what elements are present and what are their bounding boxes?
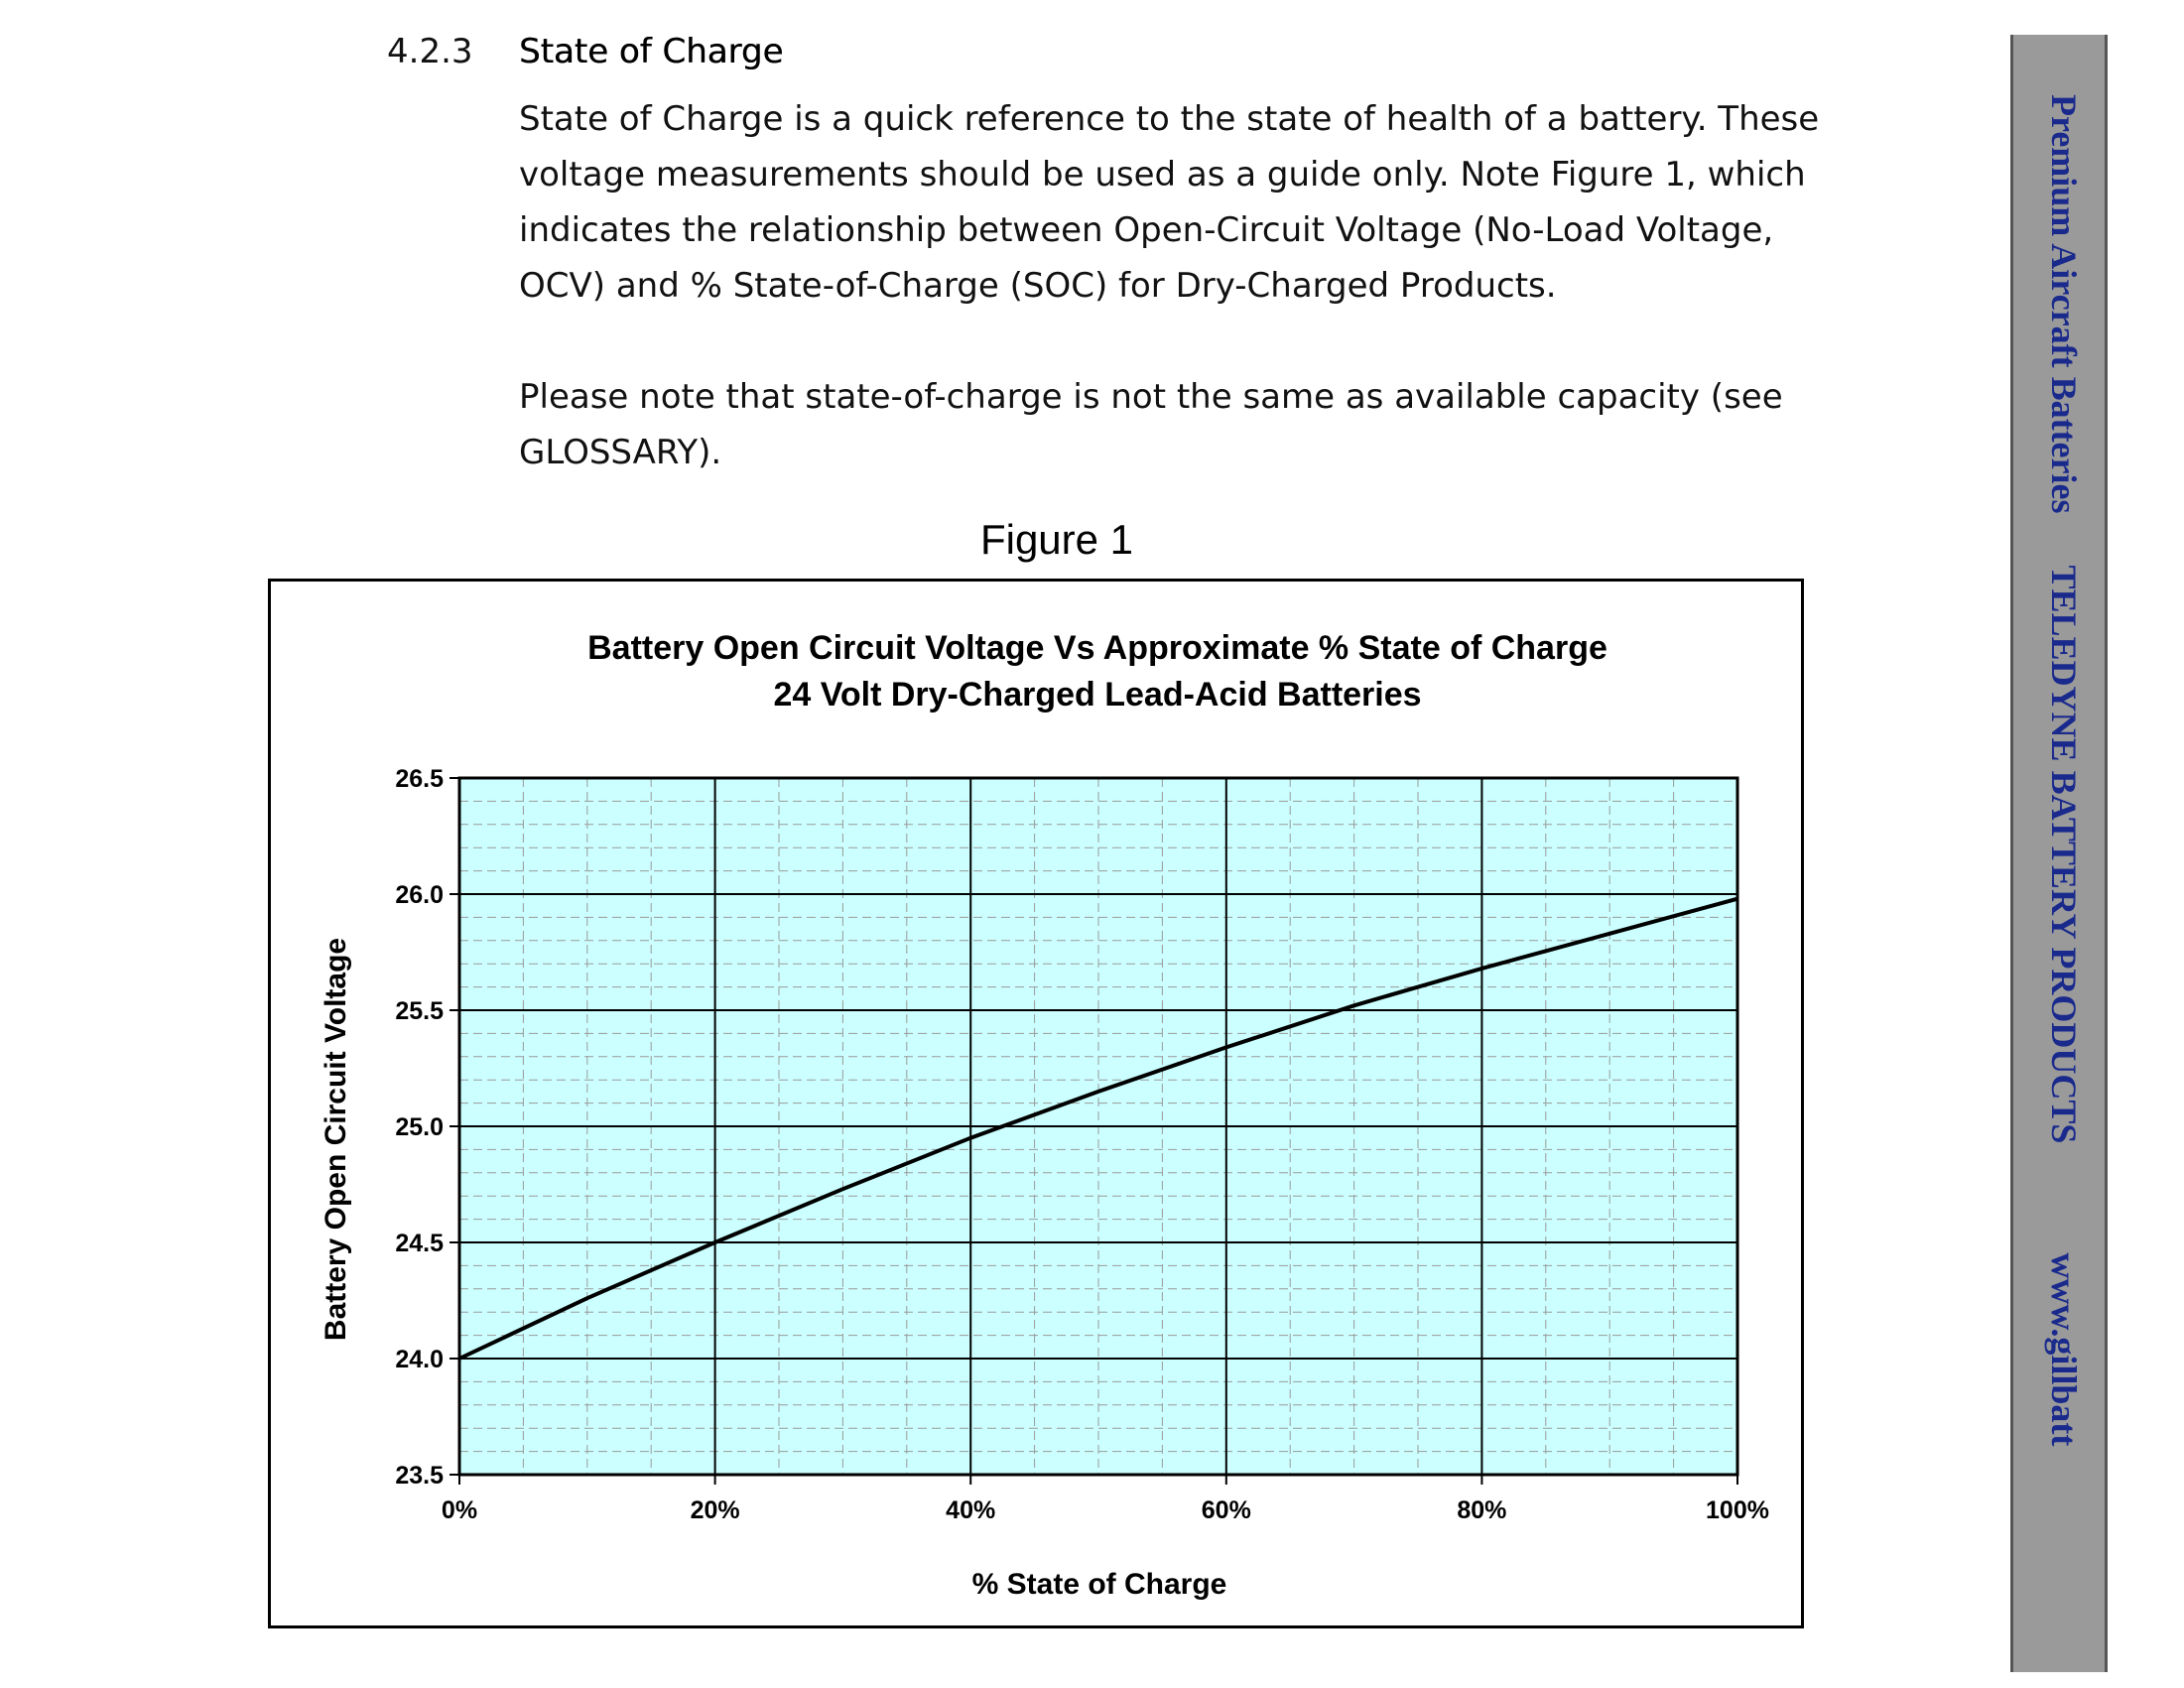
- y-tick-label: 24.5: [395, 1230, 444, 1257]
- chart-frame: [268, 579, 1804, 1628]
- paragraph-1-line: voltage measurements should be used as a guide only. Note Figure 1, which: [519, 155, 1806, 195]
- sidebar-text: [2043, 94, 2085, 1446]
- section-title: State of Charge: [519, 32, 784, 71]
- paragraph-1-line: OCV) and % State-of-Charge (SOC) for Dry-Charged Products.: [519, 266, 1557, 306]
- y-axis-label: Battery Open Circuit Voltage: [320, 937, 352, 1342]
- x-tick-label: 40%: [946, 1496, 996, 1524]
- x-axis-label: % State of Charge: [971, 1568, 1227, 1601]
- y-tick-label: 26.0: [395, 881, 444, 909]
- x-tick-label: 80%: [1457, 1496, 1507, 1524]
- section-number: 4.2.3: [387, 32, 473, 71]
- chart-title: Battery Open Circuit Voltage Vs Approximate % State of Charge: [587, 629, 1607, 667]
- y-tick-label: 24.0: [395, 1346, 444, 1373]
- paragraph-1-line: indicates the relationship between Open-Circuit Voltage (No-Load Voltage,: [519, 210, 1774, 250]
- chart-svg: [271, 582, 1807, 1631]
- y-tick-label: 25.0: [395, 1113, 444, 1141]
- paragraph-2: [519, 369, 1908, 480]
- chart-subtitle: 24 Volt Dry-Charged Lead-Acid Batteries: [773, 676, 1422, 714]
- plot-area: [395, 765, 1769, 1524]
- y-tick-label: 26.5: [395, 765, 444, 793]
- sidebar-tagline: Premium Aircraft Batteries: [2044, 94, 2084, 514]
- y-tick-label: 23.5: [395, 1462, 444, 1490]
- x-tick-label: 20%: [690, 1496, 740, 1524]
- y-tick-label: 25.5: [395, 997, 444, 1025]
- sidebar-website[interactable]: www.gillbatt: [2044, 1252, 2084, 1447]
- sidebar-company: TELEDYNE BATTERY PRODUCTS: [2044, 565, 2084, 1144]
- paragraph-2-line: Please note that state-of-charge is not the same as available capacity (see: [519, 377, 1783, 417]
- x-tick-label: 0%: [441, 1496, 478, 1524]
- paragraph-2-line: GLOSSARY).: [519, 433, 722, 472]
- figure-caption: Figure 1: [979, 516, 1134, 563]
- paragraph-1: [519, 91, 1908, 314]
- paragraph-1-line: State of Charge is a quick reference to the state of health of a battery. These: [519, 99, 1820, 139]
- x-tick-label: 100%: [1706, 1496, 1769, 1524]
- x-tick-label: 60%: [1201, 1496, 1251, 1524]
